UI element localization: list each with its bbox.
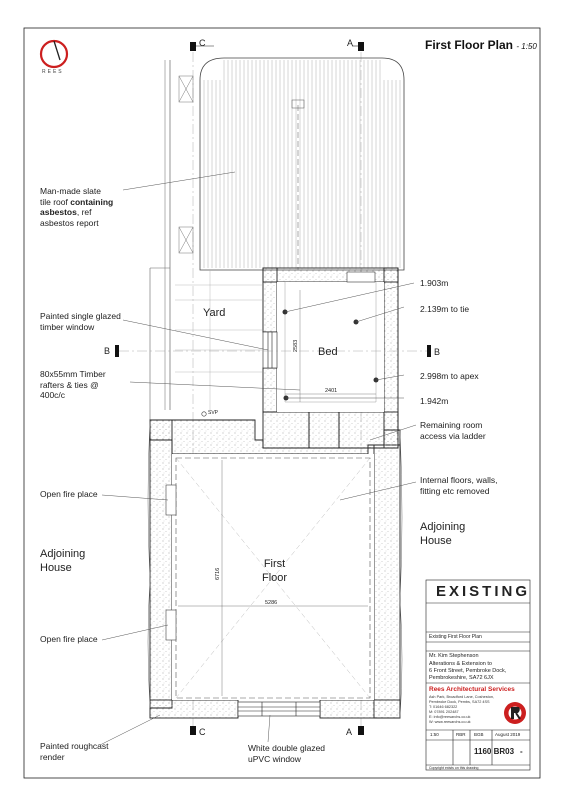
- section-label-c-bottom: C: [199, 727, 206, 737]
- window-line-2: timber window: [40, 321, 95, 332]
- internal-annotation: [420, 475, 497, 496]
- ladder-line-1: Remaining room: [420, 420, 483, 430]
- section-label-a-top: A: [347, 38, 354, 48]
- project-line-1: Alterations & Extension to: [429, 661, 492, 667]
- svp-label: SVP: [208, 410, 219, 416]
- title-block-footer: Copyright exists on this drawing: [429, 766, 479, 770]
- adjoining-house-left: [40, 548, 85, 576]
- company-address-2: Pembroke Dock, Pembs, SA72 4SS: [429, 699, 490, 704]
- roof-line-3: [40, 207, 140, 218]
- rafters-line-2: rafters & ties @: [40, 379, 99, 390]
- render-line-1: Painted roughcast: [40, 741, 109, 751]
- rafters-line-1: 80x55mm Timber: [40, 369, 106, 379]
- room-label-first-floor: [262, 558, 287, 586]
- job-number: 1160: [474, 747, 492, 756]
- roof-line-4: asbestos report: [40, 217, 99, 228]
- roof-annotation: [40, 186, 140, 229]
- adjoining-left-line-1: Adjoining: [40, 548, 86, 560]
- section-marker-b-left: [115, 345, 119, 357]
- title-block-company-details: [429, 695, 494, 725]
- dimension-bed-height: 2583: [293, 339, 299, 352]
- ladder-line-2: access via ladder: [420, 430, 486, 441]
- title-block-company: Rees Architectural Services: [429, 686, 515, 693]
- roof-outline: [200, 58, 404, 270]
- roof-line-1: Man-made slate: [40, 186, 101, 196]
- section-label-c-top: C: [199, 38, 206, 48]
- project-line-3: Pembrokeshire, SA72 6JX: [429, 674, 494, 681]
- company-address-1: Ash Park, Broadford Lane, Cosheston,: [429, 695, 495, 699]
- section-label-b-left: B: [104, 346, 111, 356]
- upvc-line-1: White double glazed: [248, 743, 326, 753]
- company-tel: T: 01646 682322: [429, 704, 458, 709]
- upvc-annotation: [248, 743, 325, 764]
- upvc-line-2: uPVC window: [248, 753, 301, 764]
- title-block-scale: 1:50: [430, 732, 439, 737]
- roof-line-2-bold: containing: [70, 196, 114, 207]
- first-floor-line-1: First: [263, 558, 286, 570]
- internal-line-1: Internal floors, walls,: [420, 475, 498, 485]
- roof-line-3-bold: asbestos: [40, 207, 77, 218]
- section-marker-c-top: [190, 42, 196, 51]
- sheet-title: [425, 38, 537, 53]
- title-block-status: EXISTING: [436, 583, 531, 600]
- adjoining-left-line-2: House: [40, 561, 72, 574]
- adjoining-right-line-2: House: [420, 534, 452, 547]
- room-label-bed: Bed: [318, 346, 338, 358]
- title-block-drawing-number: [474, 747, 514, 756]
- adjoining-house-right: [420, 521, 465, 549]
- title-block-checked: BGB: [474, 732, 484, 737]
- company-web: W: www.reesarchs.co.uk: [429, 719, 471, 724]
- drawing-number: BR03: [493, 747, 515, 756]
- adjoining-right-line-1: Adjoining: [420, 521, 466, 533]
- title-block-date: August 2019: [495, 732, 521, 737]
- title-block-drawn: RBR: [456, 732, 466, 737]
- height-annotation-4: 1.942m: [420, 396, 449, 406]
- window-line-1: Painted single glazed: [40, 311, 121, 321]
- render-line-2: render: [40, 751, 65, 762]
- logo-wordmark: REES: [42, 69, 64, 75]
- section-marker-a-top: [358, 42, 364, 51]
- internal-line-2: fitting etc removed: [420, 485, 490, 496]
- title-block-revision: -: [520, 747, 523, 756]
- rees-logo-icon: [41, 41, 67, 67]
- title-block-project: [429, 661, 506, 682]
- roof-line-2: [40, 197, 140, 208]
- roof-slate-tiles: [204, 60, 400, 268]
- roof-line-2-pre: tile roof: [40, 196, 71, 207]
- title-block-drawing-title: Existing First Floor Plan: [429, 634, 482, 640]
- section-marker-a-bottom: [358, 726, 364, 735]
- height-annotation-1: 1.903m: [420, 278, 449, 288]
- project-line-2: 6 Front Street, Pembroke Dock,: [429, 667, 507, 674]
- room-label-yard: Yard: [203, 307, 226, 319]
- sheet-title-text: First Floor Plan: [425, 38, 514, 52]
- title-block-client: Mr. Kim Stephenson: [429, 653, 479, 659]
- section-marker-c-bottom: [190, 726, 196, 735]
- roof-line-3-post: , ref: [76, 207, 92, 218]
- section-label-a-bottom: A: [346, 727, 353, 737]
- rafters-line-3: 400c/c: [40, 390, 66, 401]
- section-label-b-right: B: [434, 347, 441, 357]
- sheet-scale: - 1:50: [516, 42, 537, 51]
- height-annotation-2: 2.139m to tie: [420, 304, 470, 314]
- ladder-annotation: [420, 420, 486, 441]
- single-glazed-window: [263, 332, 277, 368]
- upvc-window: [238, 702, 320, 716]
- dimension-floor-height: 6716: [215, 567, 221, 580]
- first-floor-line-2: Floor: [262, 571, 288, 584]
- dimension-bed-width: 2401: [325, 388, 338, 394]
- rafters-annotation: [40, 369, 106, 401]
- render-annotation: [40, 741, 109, 762]
- company-mob: M: 07891 202487: [429, 709, 459, 714]
- company-email: E: info@reesarchs.co.uk: [429, 714, 471, 719]
- rees-r-logo-icon: [504, 702, 526, 724]
- height-annotation-3: 2.998m to apex: [420, 371, 479, 381]
- fireplace-annotation-1: Open fire place: [40, 489, 98, 499]
- fireplace-annotation-2: Open fire place: [40, 634, 98, 644]
- section-marker-b-right: [427, 345, 431, 357]
- dimension-floor-width: 5286: [265, 600, 278, 606]
- window-annotation: [40, 311, 121, 332]
